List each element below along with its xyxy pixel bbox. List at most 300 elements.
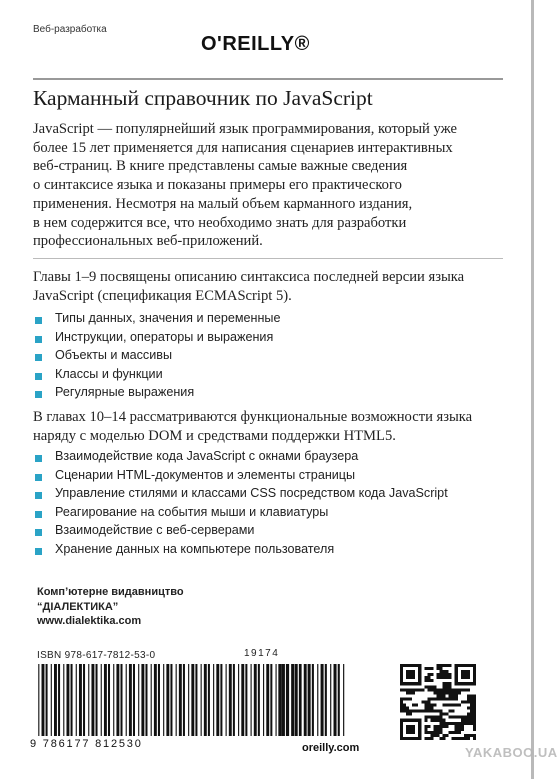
qr-module <box>461 700 464 703</box>
qr-module <box>433 710 436 713</box>
barcode-bar <box>116 664 119 736</box>
qr-module <box>473 725 476 728</box>
qr-module <box>470 697 473 700</box>
list-item <box>33 330 280 349</box>
qr-module <box>406 676 409 679</box>
qr-module <box>452 710 455 713</box>
qr-module <box>467 734 470 737</box>
barcode-bar <box>226 664 227 736</box>
qr-module <box>473 719 476 722</box>
qr-module <box>400 737 403 740</box>
list-item-label: Объекты и массивы <box>55 348 173 362</box>
barcode-bar <box>325 664 327 736</box>
qr-module <box>470 707 473 710</box>
barcode-bar <box>213 664 214 736</box>
list-item <box>33 449 448 468</box>
section2-line: наряду с моделью DOM и средствами поддержки HTML5. <box>33 427 396 444</box>
qr-module <box>458 728 461 731</box>
barcode-bar <box>113 664 114 736</box>
qr-module <box>436 716 439 719</box>
qr-module <box>427 737 430 740</box>
qr-module <box>412 682 415 685</box>
qr-module <box>406 664 409 667</box>
qr-module <box>458 688 461 691</box>
qr-module <box>449 722 452 725</box>
list-item-label: Регулярные выражения <box>55 385 195 399</box>
qr-module <box>424 700 427 703</box>
qr-module <box>470 694 473 697</box>
qr-module <box>467 664 470 667</box>
qr-module <box>458 682 461 685</box>
barcode-bar <box>334 664 337 736</box>
qr-module <box>427 725 430 728</box>
qr-module <box>455 716 458 719</box>
intro-line: более 15 лет применяется для написания сценариев интерактивных <box>33 139 453 156</box>
intro-line: профессиональных веб-приложений. <box>33 233 263 250</box>
list-item-label: Сценарии HTML-документов и элементы страницы <box>55 467 356 482</box>
qr-module <box>464 716 467 719</box>
barcode-bar <box>312 664 314 736</box>
barcode-digits: 9 786177 812530 <box>30 738 143 750</box>
barcode-bar <box>91 664 94 736</box>
qr-module <box>461 664 464 667</box>
qr-module <box>440 673 443 676</box>
qr-module <box>427 704 430 707</box>
qr-module <box>433 697 436 700</box>
qr-module <box>436 691 439 694</box>
qr-module <box>424 725 427 728</box>
qr-module <box>446 691 449 694</box>
qr-module <box>467 697 470 700</box>
qr-module <box>424 704 427 707</box>
bullet-square-icon <box>35 474 42 481</box>
qr-module <box>430 707 433 710</box>
qr-module <box>436 664 439 667</box>
qr-module <box>455 676 458 679</box>
qr-module <box>418 722 421 725</box>
intro-line: JavaScript — популярнейший язык программирования, который уже <box>33 121 457 137</box>
qr-module <box>427 676 430 679</box>
qr-module <box>430 734 433 737</box>
barcode-bar <box>263 664 264 736</box>
qr-module <box>406 710 409 713</box>
qr-module <box>458 737 461 740</box>
qr-module <box>446 670 449 673</box>
qr-module <box>400 676 403 679</box>
qr-module <box>400 728 403 731</box>
barcode-bar <box>58 664 60 736</box>
barcode-bar <box>330 664 331 736</box>
qr-module <box>412 704 415 707</box>
qr-module <box>433 719 436 722</box>
qr-module <box>455 737 458 740</box>
barcode-bar <box>338 664 340 736</box>
list-item <box>33 523 448 542</box>
barcode-bar <box>141 664 144 736</box>
qr-module <box>415 719 418 722</box>
qr-module <box>452 716 455 719</box>
qr-module <box>406 707 409 710</box>
barcode-bar <box>201 664 202 736</box>
qr-module <box>449 704 452 707</box>
qr-module <box>461 682 464 685</box>
qr-module <box>430 697 433 700</box>
qr-module <box>400 670 403 673</box>
qr-module <box>406 731 409 734</box>
qr-module <box>412 728 415 731</box>
qr-module <box>464 688 467 691</box>
list-item-label: Взаимодействие кода JavaScript с окнами браузера <box>55 449 359 463</box>
qr-module <box>436 688 439 691</box>
qr-module <box>440 697 443 700</box>
qr-module <box>467 722 470 725</box>
qr-module <box>443 688 446 691</box>
qr-module <box>455 731 458 734</box>
section1-line: JavaScript (спецификация ECMAScript 5). <box>33 287 292 304</box>
qr-module <box>421 700 424 703</box>
qr-module <box>470 710 473 713</box>
qr-module <box>400 667 403 670</box>
qr-module <box>400 734 403 737</box>
qr-module <box>415 710 418 713</box>
qr-module <box>458 691 461 694</box>
qr-module <box>461 737 464 740</box>
qr-module <box>464 722 467 725</box>
list-item <box>33 385 280 404</box>
qr-module <box>443 697 446 700</box>
qr-module <box>458 725 461 728</box>
qr-module <box>412 691 415 694</box>
qr-module <box>412 676 415 679</box>
qr-module <box>409 737 412 740</box>
barcode-bar <box>258 664 260 736</box>
qr-module <box>443 725 446 728</box>
qr-module <box>406 691 409 694</box>
qr-module <box>430 716 433 719</box>
qr-module <box>409 682 412 685</box>
qr-module <box>415 737 418 740</box>
bullet-square-icon <box>35 373 42 380</box>
qr-module <box>418 679 421 682</box>
qr-module <box>455 691 458 694</box>
qr-module <box>464 734 467 737</box>
qr-module <box>418 731 421 734</box>
qr-module <box>424 719 427 722</box>
bullet-square-icon <box>35 548 42 555</box>
qr-module <box>424 728 427 731</box>
qr-module <box>433 734 436 737</box>
qr-module <box>433 731 436 734</box>
qr-module <box>452 688 455 691</box>
barcode-bar <box>295 664 298 736</box>
qr-module <box>403 682 406 685</box>
qr-module <box>443 691 446 694</box>
qr-module <box>443 685 446 688</box>
qr-module <box>406 682 409 685</box>
qr-module <box>473 710 476 713</box>
barcode-bar <box>104 664 107 736</box>
qr-module <box>412 719 415 722</box>
qr-module <box>473 728 476 731</box>
barcode-addon-digits: 19174 <box>244 648 280 659</box>
qr-module <box>424 679 427 682</box>
qr-module <box>418 737 421 740</box>
qr-module <box>473 676 476 679</box>
qr-module <box>400 697 403 700</box>
barcode-bar <box>286 664 288 736</box>
barcode-bar <box>101 664 102 736</box>
qr-module <box>470 713 473 716</box>
qr-module <box>446 682 449 685</box>
qr-module <box>455 704 458 707</box>
page-edge <box>531 0 534 779</box>
barcode-bar <box>245 664 247 736</box>
qr-module <box>446 688 449 691</box>
qr-module <box>406 688 409 691</box>
qr-module <box>418 667 421 670</box>
qr-module <box>461 673 464 676</box>
qr-module <box>406 719 409 722</box>
qr-module <box>409 673 412 676</box>
qr-module <box>440 737 443 740</box>
qr-module <box>467 682 470 685</box>
barcode-bar <box>266 664 269 736</box>
barcode-bar <box>183 664 185 736</box>
watermark: YAKABOO.UA <box>465 745 558 760</box>
qr-module <box>467 707 470 710</box>
top-divider <box>33 78 503 80</box>
barcode-bar <box>299 664 301 736</box>
qr-module <box>452 691 455 694</box>
qr-module <box>427 685 430 688</box>
qr-module <box>455 679 458 682</box>
qr-module <box>403 737 406 740</box>
barcode-bar <box>46 664 48 736</box>
barcode-bar <box>216 664 219 736</box>
qr-module <box>464 673 467 676</box>
qr-module <box>403 719 406 722</box>
barcode-bar <box>220 664 222 736</box>
qr-module <box>446 676 449 679</box>
qr-module <box>406 670 409 673</box>
qr-module <box>400 664 403 667</box>
qr-module <box>400 722 403 725</box>
qr-module <box>446 725 449 728</box>
qr-module <box>440 716 443 719</box>
section2-line: В главах 10–14 рассматриваются функциональные возможности языка <box>33 409 473 425</box>
section1-paragraph <box>33 268 503 305</box>
qr-module <box>440 725 443 728</box>
qr-module <box>473 700 476 703</box>
qr-module <box>443 670 446 673</box>
qr-module <box>467 688 470 691</box>
barcode-bar <box>133 664 135 736</box>
barcode-bar <box>166 664 169 736</box>
section-divider <box>33 258 503 259</box>
qr-module <box>430 688 433 691</box>
qr-module <box>443 676 446 679</box>
qr-module <box>470 734 473 737</box>
qr-module <box>403 697 406 700</box>
barcode-bar <box>120 664 122 736</box>
barcode-bar <box>291 664 292 736</box>
barcode-bar <box>188 664 189 736</box>
qr-module <box>446 664 449 667</box>
qr-module <box>418 719 421 722</box>
qr-module <box>436 694 439 697</box>
qr-module <box>400 673 403 676</box>
qr-module <box>467 700 470 703</box>
qr-module <box>473 667 476 670</box>
qr-module <box>427 700 430 703</box>
qr-module <box>415 682 418 685</box>
qr-module <box>440 713 443 716</box>
barcode-bar <box>270 664 272 736</box>
oreilly-website: oreilly.com <box>302 742 360 754</box>
qr-module <box>412 664 415 667</box>
barcode-bar <box>233 664 235 736</box>
qr-module <box>400 679 403 682</box>
qr-module <box>409 728 412 731</box>
qr-module <box>436 710 439 713</box>
list-item <box>33 367 280 386</box>
qr-module <box>436 734 439 737</box>
qr-module <box>424 676 427 679</box>
qr-module <box>400 707 403 710</box>
barcode-bar <box>79 664 82 736</box>
section2-paragraph <box>33 408 503 445</box>
barcode-bar <box>304 664 305 736</box>
qr-module <box>424 737 427 740</box>
publisher-name: Комп’ютерне видавництво <box>37 586 184 598</box>
oreilly-logo: O'REILLY® <box>201 33 310 55</box>
qr-module <box>409 670 412 673</box>
qr-module <box>446 673 449 676</box>
bullet-square-icon <box>35 354 42 361</box>
qr-module <box>455 694 458 697</box>
qr-module <box>415 664 418 667</box>
qr-module <box>443 737 446 740</box>
qr-module <box>424 667 427 670</box>
qr-module <box>470 719 473 722</box>
qr-module <box>430 679 433 682</box>
qr-module <box>464 737 467 740</box>
qr-module <box>400 719 403 722</box>
qr-module <box>427 667 430 670</box>
qr-module <box>427 697 430 700</box>
qr-module <box>452 704 455 707</box>
qr-module <box>412 710 415 713</box>
qr-module <box>403 664 406 667</box>
qr-module <box>440 731 443 734</box>
barcode-bar <box>96 664 98 736</box>
qr-module <box>449 716 452 719</box>
qr-module <box>470 716 473 719</box>
qr-module <box>446 697 449 700</box>
qr-module <box>470 664 473 667</box>
qr-module <box>455 664 458 667</box>
qr-module <box>436 725 439 728</box>
qr-module <box>467 670 470 673</box>
qr-module <box>464 670 467 673</box>
qr-module <box>418 710 421 713</box>
qr-module <box>461 722 464 725</box>
list-item-label: Реагирование на события мыши и клавиатуры <box>55 504 329 519</box>
bullet-square-icon <box>35 455 42 462</box>
qr-module <box>424 710 427 713</box>
qr-module <box>427 716 430 719</box>
qr-module <box>440 728 443 731</box>
qr-module <box>452 737 455 740</box>
barcode-bar <box>204 664 207 736</box>
qr-module <box>470 722 473 725</box>
intro-paragraph <box>33 120 503 251</box>
barcode-bar <box>179 664 182 736</box>
publisher-website: www.dialektika.com <box>37 615 142 627</box>
qr-module <box>467 673 470 676</box>
qr-module <box>443 694 446 697</box>
list-item-label: Инструкции, операторы и выражения <box>55 329 274 344</box>
qr-module <box>424 707 427 710</box>
qr-module <box>473 737 476 740</box>
qr-module <box>473 697 476 700</box>
list-item <box>33 542 448 561</box>
qr-module <box>415 688 418 691</box>
qr-module <box>464 676 467 679</box>
qr-module <box>418 688 421 691</box>
qr-module <box>464 719 467 722</box>
qr-module <box>427 688 430 691</box>
qr-module <box>427 679 430 682</box>
qr-module <box>412 670 415 673</box>
qr-module <box>427 731 430 734</box>
qr-module <box>455 670 458 673</box>
qr-module <box>452 731 455 734</box>
qr-module <box>449 676 452 679</box>
qr-module <box>458 722 461 725</box>
qr-module <box>433 716 436 719</box>
qr-module <box>409 713 412 716</box>
qr-module <box>433 685 436 688</box>
barcode-bar <box>51 664 52 736</box>
qr-module <box>455 667 458 670</box>
qr-module <box>430 673 433 676</box>
barcode-bar <box>76 664 77 736</box>
qr-module <box>400 725 403 728</box>
qr-module <box>430 704 433 707</box>
qr-module <box>443 722 446 725</box>
barcode-bar <box>317 664 318 736</box>
qr-module <box>470 700 473 703</box>
qr-module <box>424 716 427 719</box>
qr-module <box>473 716 476 719</box>
qr-module <box>403 704 406 707</box>
qr-module <box>415 704 418 707</box>
qr-module <box>464 700 467 703</box>
qr-module <box>421 688 424 691</box>
qr-module <box>458 664 461 667</box>
qr-module <box>409 688 412 691</box>
qr-module <box>400 704 403 707</box>
section2-list <box>33 449 448 560</box>
bullet-square-icon <box>35 391 42 398</box>
qr-module <box>455 725 458 728</box>
barcode-bar <box>254 664 257 736</box>
qr-module <box>406 725 409 728</box>
qr-module <box>473 707 476 710</box>
qr-module <box>403 707 406 710</box>
qr-module <box>409 719 412 722</box>
